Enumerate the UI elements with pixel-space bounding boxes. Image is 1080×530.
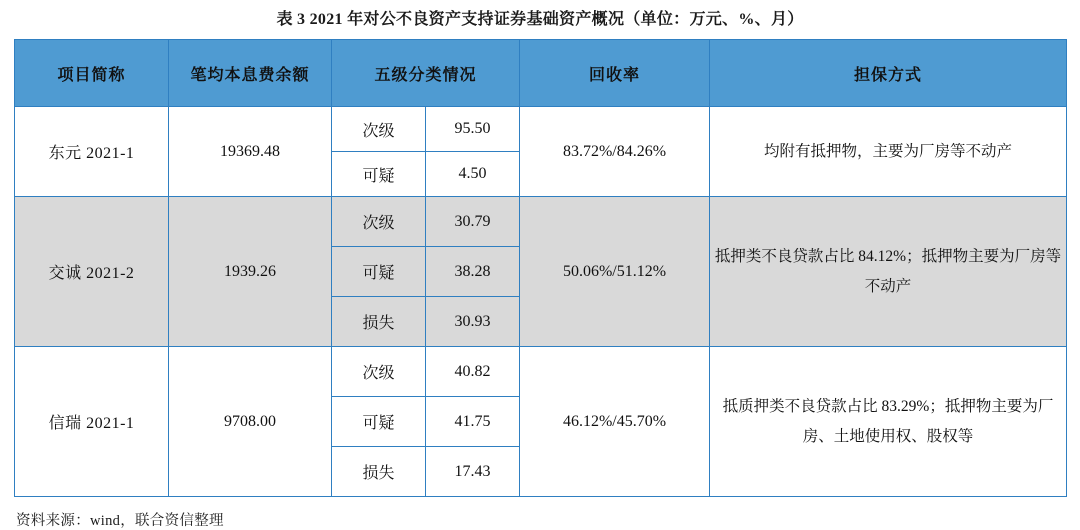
- grade-value: 17.43: [426, 447, 520, 497]
- cell-balance: 19369.48: [169, 107, 332, 197]
- cell-recovery: 83.72%/84.26%: [520, 107, 710, 197]
- cell-grade-group: [332, 107, 520, 197]
- grade-value: 30.79: [426, 197, 520, 247]
- cell-recovery: 50.06%/51.12%: [520, 197, 710, 347]
- header-guarantee: 担保方式: [710, 40, 1067, 107]
- grade-row: [332, 152, 519, 197]
- cell-grade-group: [332, 347, 520, 497]
- grade-value: 38.28: [426, 247, 520, 297]
- grade-value: 95.50: [426, 107, 520, 152]
- table-body: [15, 107, 1067, 497]
- table-caption: 表 3 2021 年对公不良资产支持证券基础资产概况（单位：万元、%、月）: [276, 11, 804, 28]
- cell-guarantee: 抵押类不良贷款占比 84.12%；抵押物主要为厂房等不动产: [710, 197, 1067, 347]
- table-row: [15, 197, 1067, 347]
- grade-row: [332, 397, 519, 447]
- header-row: [15, 40, 1067, 107]
- grade-label: 可疑: [332, 397, 426, 447]
- grade-label: 损失: [332, 447, 426, 497]
- grade-label: 次级: [332, 197, 426, 247]
- grade-subtable: [332, 197, 519, 346]
- grade-label: 可疑: [332, 247, 426, 297]
- header-project: 项目简称: [15, 40, 169, 107]
- grade-value: 4.50: [426, 152, 520, 197]
- source-note: 资料来源：wind，联合资信整理: [16, 513, 224, 529]
- grade-row: [332, 347, 519, 397]
- grade-label: 损失: [332, 297, 426, 347]
- grade-label: 可疑: [332, 152, 426, 197]
- asset-overview-table: [14, 39, 1067, 497]
- grade-label: 次级: [332, 107, 426, 152]
- table-row: [15, 347, 1067, 497]
- grade-row: [332, 447, 519, 497]
- grade-subtable: [332, 107, 519, 196]
- cell-project: 东元 2021-1: [15, 107, 169, 197]
- grade-row: [332, 197, 519, 247]
- header-recovery: 回收率: [520, 40, 710, 107]
- grade-value: 41.75: [426, 397, 520, 447]
- header-balance: 笔均本息费余额: [169, 40, 332, 107]
- grade-subtable: [332, 347, 519, 496]
- cell-project: 信瑞 2021-1: [15, 347, 169, 497]
- header-grade: 五级分类情况: [332, 40, 520, 107]
- grade-value: 30.93: [426, 297, 520, 347]
- cell-guarantee: 均附有抵押物，主要为厂房等不动产: [710, 107, 1067, 197]
- grade-value: 40.82: [426, 347, 520, 397]
- cell-guarantee: 抵质押类不良贷款占比 83.29%；抵押物主要为厂房、土地使用权、股权等: [710, 347, 1067, 497]
- grade-row: [332, 247, 519, 297]
- cell-balance: 9708.00: [169, 347, 332, 497]
- cell-balance: 1939.26: [169, 197, 332, 347]
- cell-project: 交诚 2021-2: [15, 197, 169, 347]
- cell-recovery: 46.12%/45.70%: [520, 347, 710, 497]
- cell-grade-group: [332, 197, 520, 347]
- grade-row: [332, 107, 519, 152]
- grade-label: 次级: [332, 347, 426, 397]
- table-header: [15, 40, 1067, 107]
- grade-row: [332, 297, 519, 347]
- table-row: [15, 107, 1067, 197]
